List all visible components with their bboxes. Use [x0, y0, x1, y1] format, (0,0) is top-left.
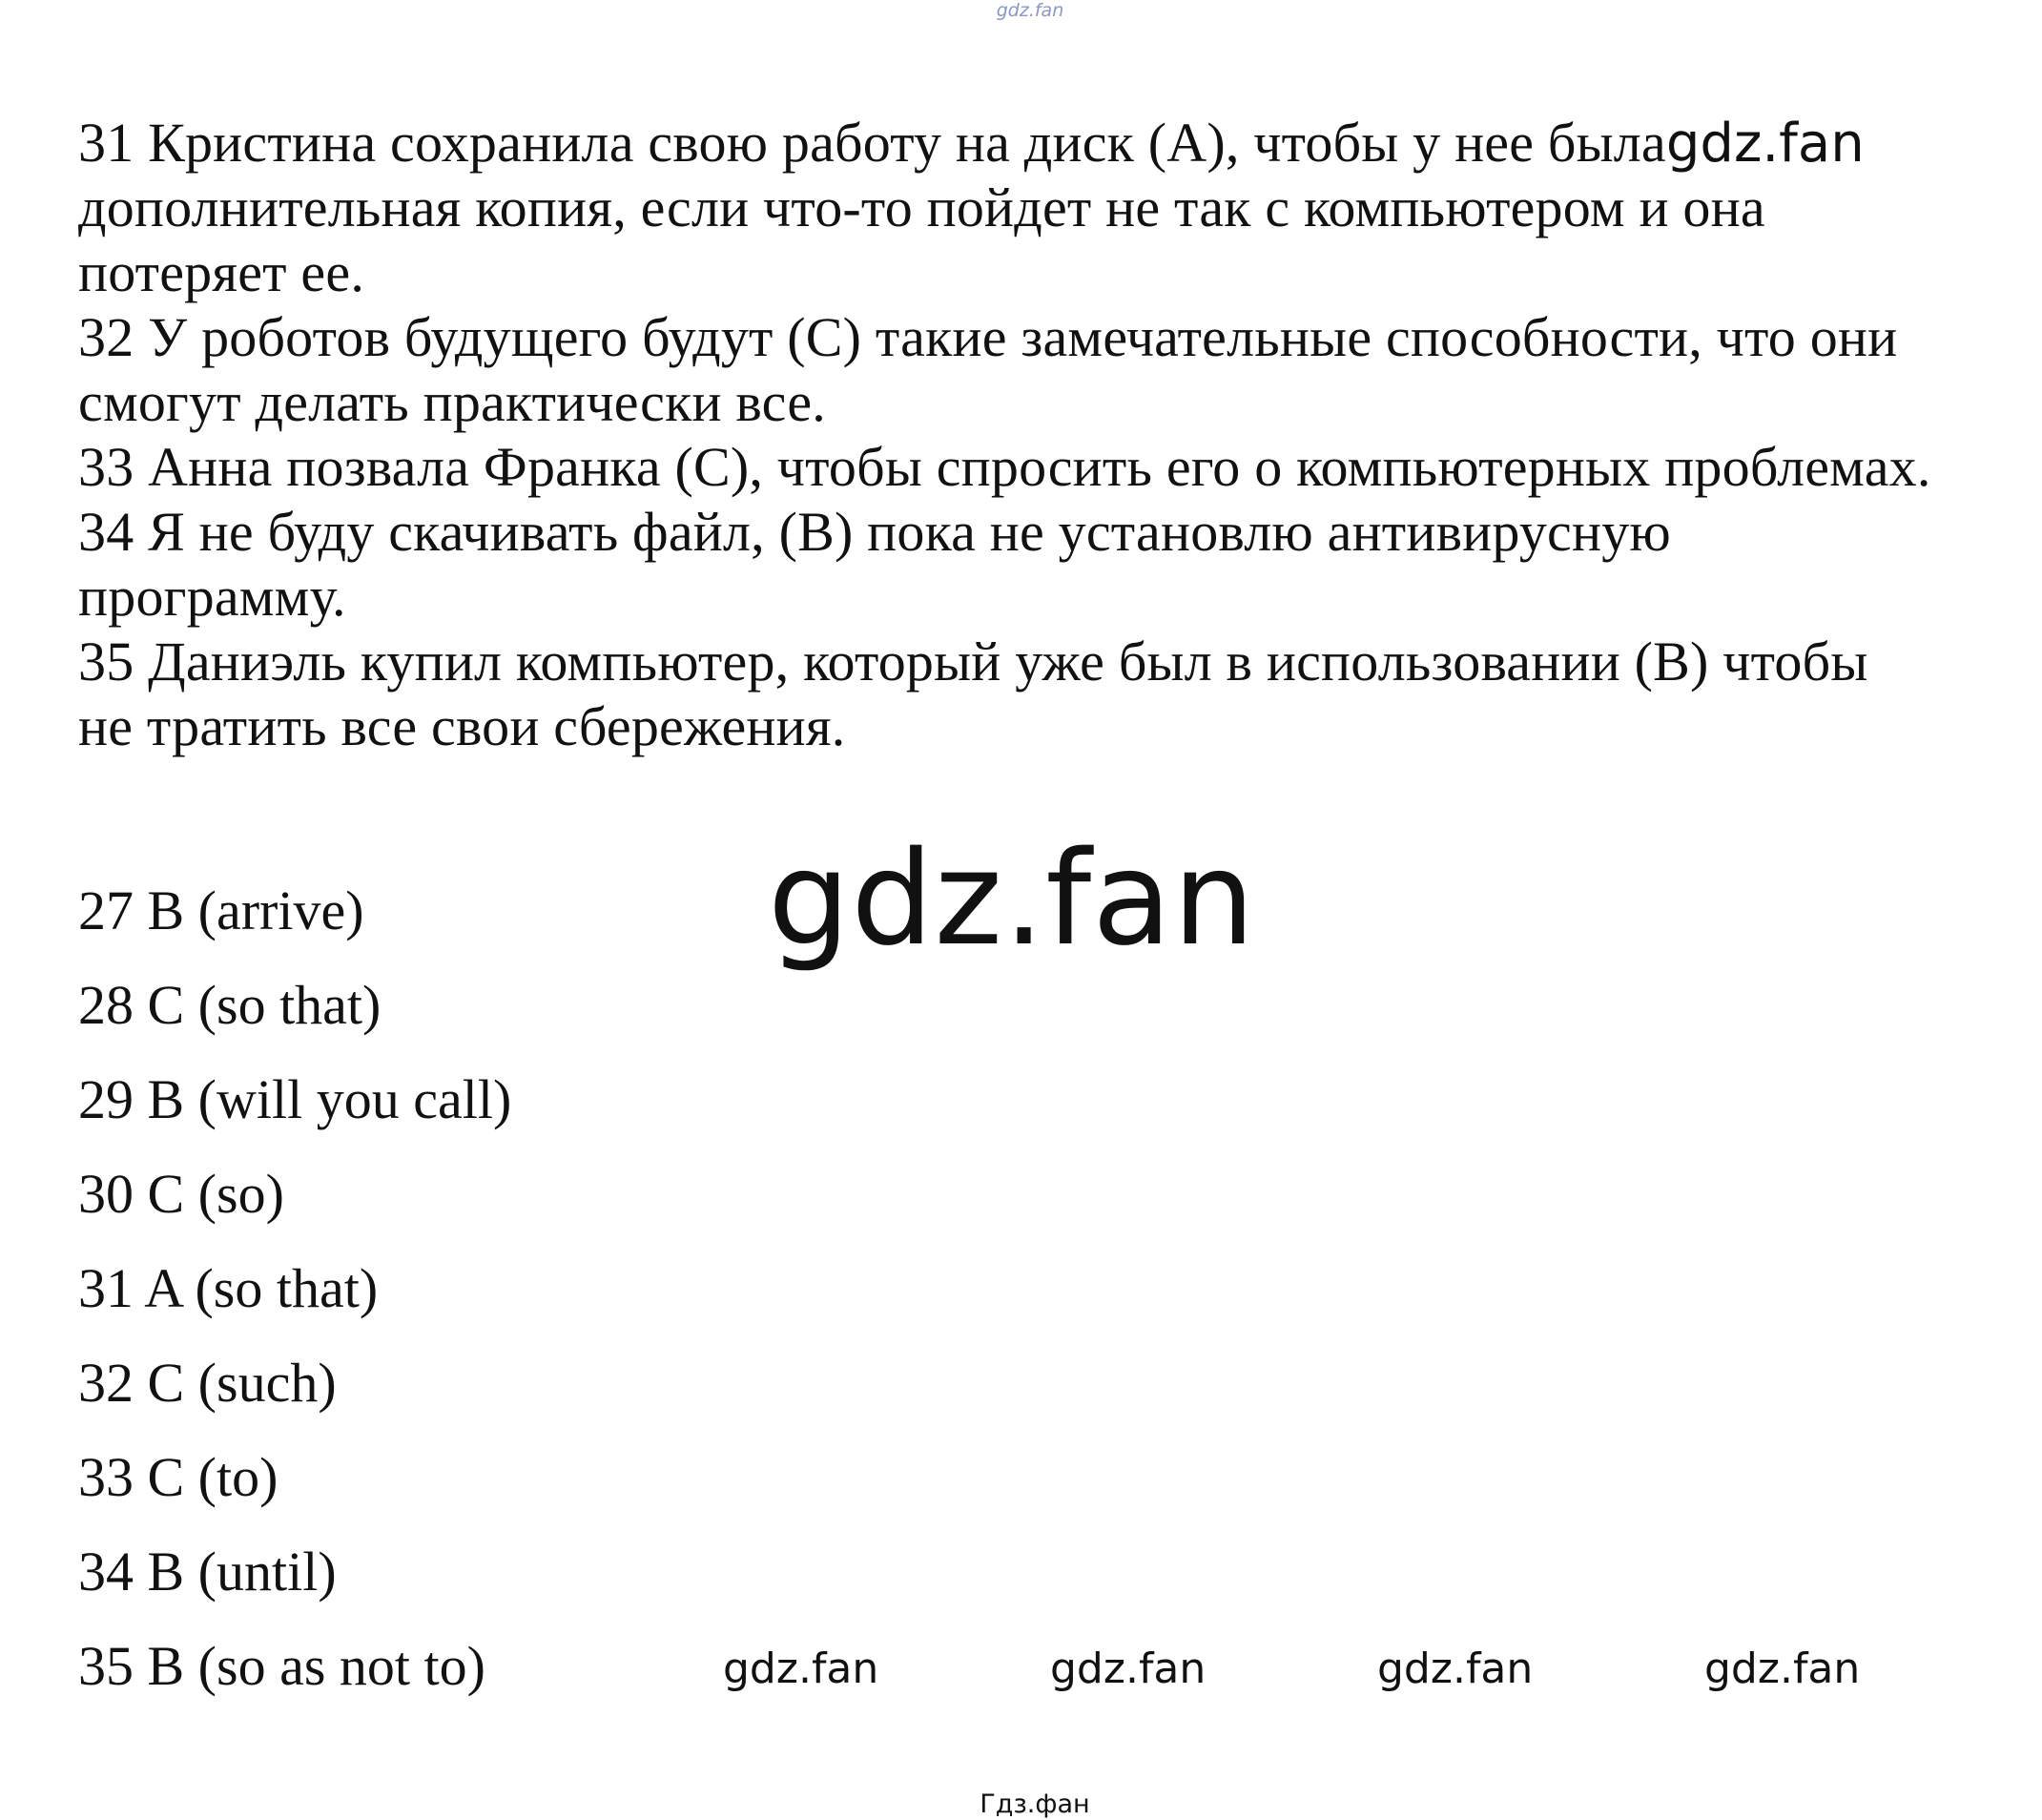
item-34-text: 34 Я не буду скачивать файл, (В) пока не установлю антивирусную — [78, 501, 1671, 563]
item-31-text: 31 Кристина сохранила свою работу на диск (А), чтобы у нее была — [78, 112, 1666, 174]
small-watermark: gdz.fan — [1050, 1644, 1207, 1693]
small-watermark: gdz.fan — [1377, 1644, 1534, 1693]
answer-item: 33 C (to) — [78, 1446, 278, 1508]
header-watermark: gdz.fan — [996, 0, 1064, 21]
translation-line — [78, 111, 1986, 176]
translation-line: не тратить все свои сбережения. — [78, 695, 846, 757]
translation-line: дополнительная копия, если что-то пойдет не так с компьютером и она — [78, 176, 1765, 238]
large-watermark: gdz.fan — [768, 824, 1256, 975]
item-35-text: 35 Даниэль купил компьютер, который уже был в использовании (В) чтобы — [78, 631, 1868, 693]
answer-item: 30 C (so) — [78, 1163, 284, 1225]
item-33-text: 33 Анна позвала Франка (С), чтобы спросить его о компьютерных проблемах. — [78, 436, 1931, 498]
item-32-text: 32 У роботов будущего будут (С) такие замечательные способности, что они — [78, 306, 1898, 368]
answer-item: 35 B (so as not to) — [78, 1635, 485, 1697]
answer-list — [78, 879, 746, 1728]
small-watermark: gdz.fan — [1704, 1644, 1861, 1693]
answer-item: 28 C (so that) — [78, 974, 382, 1036]
translation-block — [78, 111, 1986, 759]
footer-watermark: Гдз.фан — [980, 1789, 1090, 1819]
answer-item: 34 B (until) — [78, 1541, 337, 1603]
translation-line: программу. — [78, 566, 346, 628]
translation-line: смогут делать практически все. — [78, 371, 826, 433]
inline-watermark: gdz.fan — [1665, 113, 1865, 175]
small-watermark: gdz.fan — [723, 1644, 879, 1693]
answer-item: 31 A (so that) — [78, 1257, 379, 1319]
answer-item: 32 C (such) — [78, 1352, 337, 1414]
translation-line: потеряет ее. — [78, 241, 365, 303]
answer-item: 29 B (will you call) — [78, 1068, 512, 1130]
answer-item: 27 B (arrive) — [78, 879, 364, 941]
